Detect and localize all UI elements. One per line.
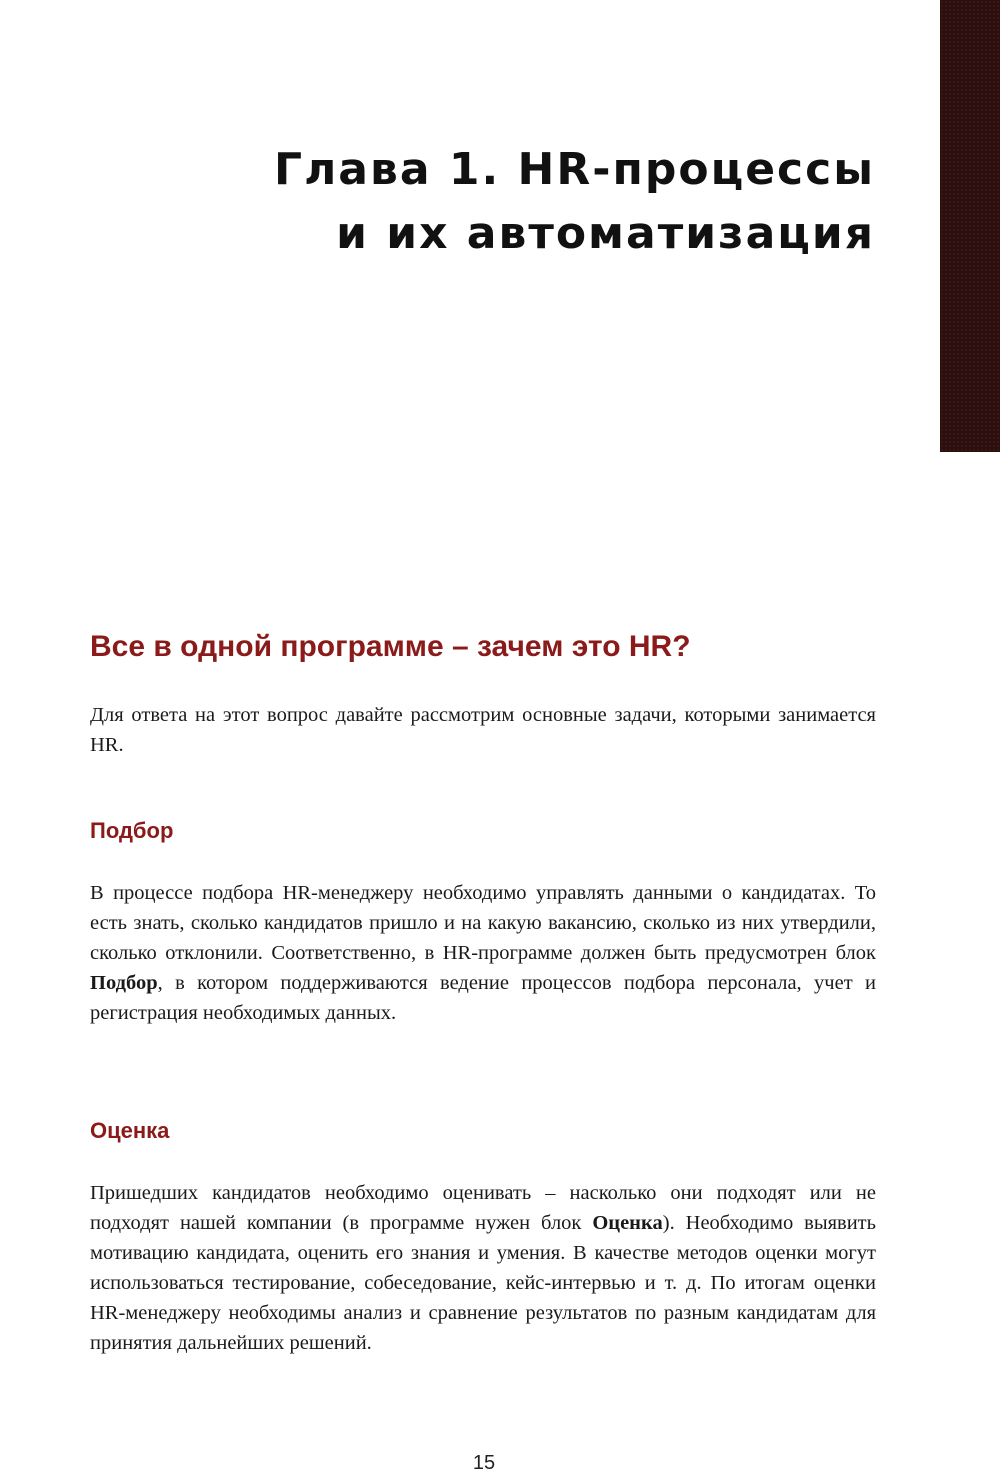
section-title: Все в одной программе – зачем это HR? — [90, 630, 691, 663]
chapter-title-line-2: и их автоматизация — [336, 208, 875, 259]
subheading-ocenka: Оценка — [90, 1118, 170, 1143]
ocenka-bold-term: Оценка — [592, 1212, 663, 1234]
section-intro-paragraph: Для ответа на этот вопрос давайте рассмотрим основные задачи, которыми занимается HR. — [90, 704, 876, 756]
chapter-title — [274, 138, 875, 266]
podbor-paragraph — [90, 878, 876, 1028]
chapter-title-line-1: Глава 1. HR-процессы — [274, 144, 875, 195]
subheading-podbor: Подбор — [90, 818, 174, 843]
podbor-text-2: , в котором поддерживаются ведение процессов подбора персонала, учет и регистрация необходимых данных. — [90, 972, 876, 1024]
ocenka-text-2: ). Необходимо выявить мотивацию кандидата, оценить его знания и умения. В качестве методов оценки могут использоваться тестирование, собеседование, кейс-интервью и т. д. По итогам оценки HR-менеджеру необходимы анализ и сравнение результатов по разным кандидатам для принятия дальнейших решений. — [90, 1212, 876, 1354]
podbor-bold-term: Подбор — [90, 972, 158, 994]
chapter-edge-tab — [940, 0, 1000, 452]
ocenka-paragraph — [90, 1178, 876, 1358]
ocenka-text-1: Пришедших кандидатов необходимо оценивать – насколько они подходят или не подходят нашей компании (в программе нужен блок — [90, 1182, 876, 1234]
podbor-text-1: В процессе подбора HR-менеджеру необходимо управлять данными о кандидатах. То есть знать, сколько кандидатов пришло и на какую вакансию, сколько из них утвердили, сколько отклонили. Соответственно, в HR-программе должен быть предусмотрен блок — [90, 882, 876, 964]
page-number: 15 — [472, 1452, 496, 1474]
